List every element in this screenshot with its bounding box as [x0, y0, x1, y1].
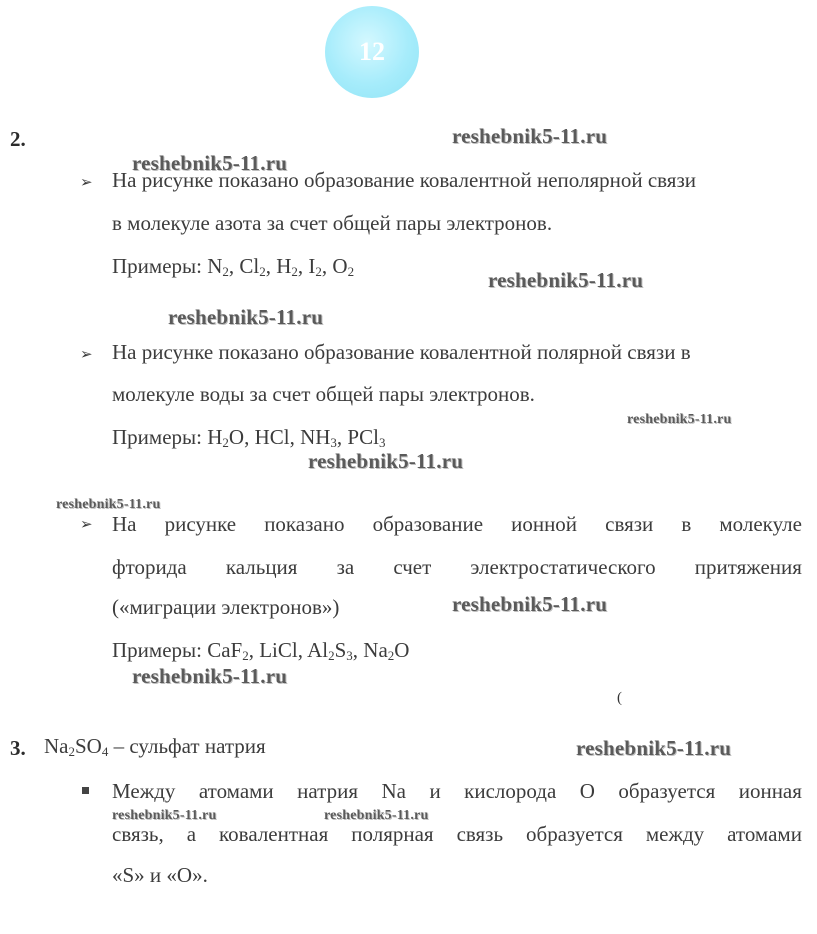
watermark: reshebnik5-11.ru — [627, 412, 732, 427]
word: фторида — [112, 555, 187, 579]
word: связь, — [112, 822, 164, 846]
word: атомами — [727, 822, 802, 846]
watermark: reshebnik5-11.ru — [488, 268, 644, 292]
chemical-formula: $H_2O$ — [207, 425, 245, 450]
chemical-formula: $H_2$ — [276, 254, 298, 279]
watermark: reshebnik5-11.ru — [452, 124, 608, 148]
word: ковалентная — [219, 822, 329, 846]
word: счет — [393, 555, 432, 579]
chemical-formula: LiCl — [259, 638, 298, 662]
word: образование — [372, 512, 484, 536]
item2-examples: Примеры: $H_2O$, HCl, $NH_3$, PCl$_3$ — [112, 425, 386, 450]
word: молекуле — [719, 512, 802, 536]
word: за — [336, 555, 355, 579]
item3-examples: Примеры: CaF$_2$, LiCl, $Al_2S_3$, $Na_2O$ — [112, 638, 410, 663]
item3-line3: («миграции электронов») — [112, 595, 340, 619]
q3-bullet-line1 — [112, 779, 802, 804]
chemical-formula: $Cl_2$ — [239, 254, 266, 279]
watermark: reshebnik5-11.ru — [112, 808, 217, 823]
word: На — [112, 512, 137, 536]
chemical-formula: $NH_3$ — [300, 425, 337, 450]
watermark: reshebnik5-11.ru — [56, 497, 161, 512]
word: Na — [381, 779, 406, 803]
item3-line1 — [112, 512, 802, 537]
word: связь — [456, 822, 504, 846]
word: в — [681, 512, 692, 536]
word: связи — [605, 512, 654, 536]
word: притяжения — [694, 555, 802, 579]
item2-line1: На рисунке показано образование ковалентной полярной связи в — [112, 340, 691, 364]
watermark: reshebnik5-11.ru — [308, 449, 464, 473]
q3-bullet-line3: «S» и «O». — [112, 863, 208, 887]
question-number-3: 3. — [10, 736, 26, 760]
word: между — [645, 822, 705, 846]
word: ионной — [511, 512, 578, 536]
watermark: reshebnik5-11.ru — [132, 664, 288, 688]
item1-examples: Примеры: $N_2$, $Cl_2$, $H_2$, $I_2$, $O_2$ — [112, 254, 355, 279]
watermark: reshebnik5-11.ru — [132, 151, 288, 175]
q3-bullet-line2 — [112, 822, 802, 847]
word: показано — [264, 512, 345, 536]
watermark: reshebnik5-11.ru — [576, 736, 732, 760]
question-number-2: 2. — [10, 127, 26, 151]
watermark: reshebnik5-11.ru — [168, 305, 324, 329]
arrow-bullet-icon: ➢ — [80, 345, 93, 363]
q3-title: $Na_2SO_4$ – сульфат натрия — [44, 734, 266, 759]
word: кислорода — [464, 779, 557, 803]
chemical-formula: $Al_2S_3$ — [307, 638, 353, 663]
word: кальция — [225, 555, 298, 579]
word: полярная — [351, 822, 434, 846]
word: ионная — [738, 779, 802, 803]
item1-line2: в молекуле азота за счет общей пары электронов. — [112, 211, 553, 235]
chemical-formula: HCl — [254, 425, 290, 449]
word: О — [579, 779, 595, 803]
word: натрия — [297, 779, 358, 803]
word: образуется — [618, 779, 716, 803]
chemical-formula: $I_2$ — [308, 254, 322, 279]
word: электростатического — [470, 555, 656, 579]
word: образуется — [526, 822, 623, 846]
chemical-formula: $O_2$ — [332, 254, 355, 279]
arrow-bullet-icon: ➢ — [80, 173, 93, 191]
word: Между — [112, 779, 176, 803]
item3-line2 — [112, 555, 802, 580]
chemical-formula: PCl$_3$ — [347, 425, 386, 450]
square-bullet-icon — [82, 787, 89, 794]
word: рисунке — [164, 512, 237, 536]
stray-mark: ( — [617, 690, 622, 706]
word: и — [429, 779, 441, 803]
word: атомами — [198, 779, 274, 803]
word: а — [186, 822, 197, 846]
chemical-formula: $Na_2O$ — [363, 638, 410, 663]
item1-line1: На рисунке показано образование ковалентной неполярной связи — [112, 168, 697, 192]
watermark: reshebnik5-11.ru — [324, 808, 429, 823]
chemical-formula: $N_2$ — [207, 254, 229, 279]
page-number-badge: 12 — [325, 6, 419, 98]
item2-line2: молекуле воды за счет общей пары электронов. — [112, 382, 535, 406]
arrow-bullet-icon: ➢ — [80, 515, 93, 533]
watermark: reshebnik5-11.ru — [452, 592, 608, 616]
chemical-formula: CaF$_2$ — [207, 638, 249, 663]
